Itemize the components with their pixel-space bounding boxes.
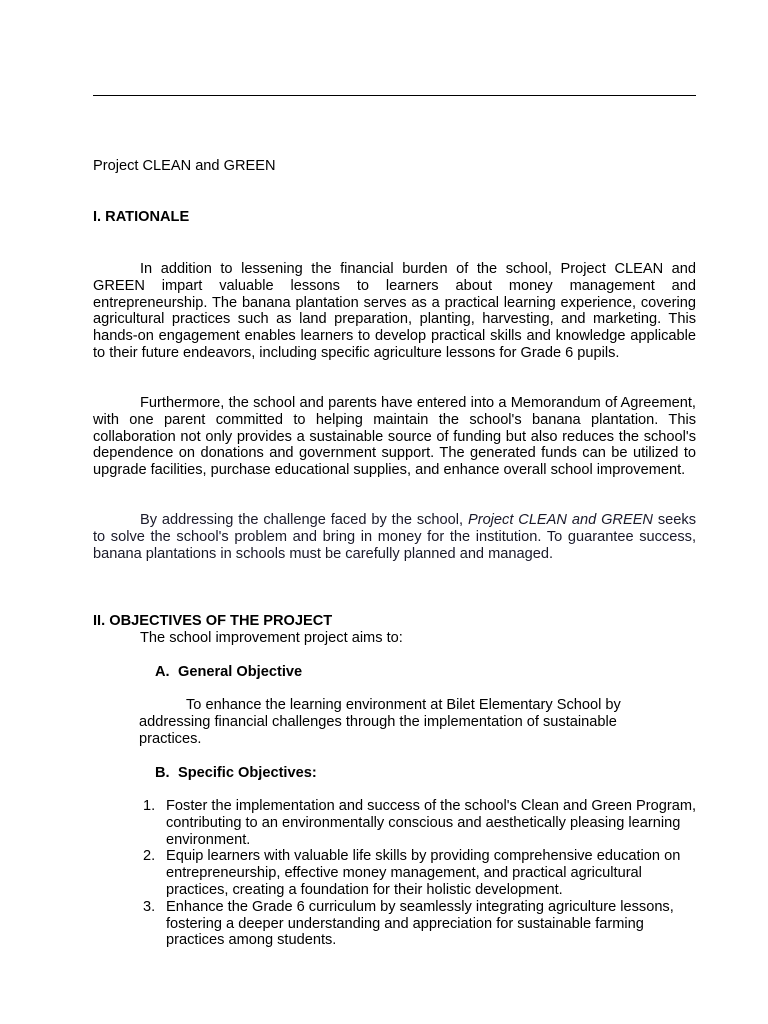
list-item-number: 1. (143, 798, 156, 814)
specific-objectives-letter: B. (155, 765, 170, 781)
rationale-paragraph-2: Furthermore, the school and parents have entered into a Memorandum of Agreement, with one parent committed to helping maintain the school's banana plantation. This collaboration not only provides a sustainable source of funding but also reduces the school's dependence on donations and government support. The generated funds can be utilized to upgrade facilities, purchase educational supplies, and enhance overall school improvement. (93, 395, 696, 479)
general-objective-title: General Objective (178, 664, 303, 680)
general-objective-heading (155, 664, 302, 681)
rationale-paragraph-1: In addition to lessening the financial burden of the school, Project CLEAN and GREEN impart valuable lessons to learners about money management and entrepreneurship. The banana plantation serves as a practical learning experience, covering agricultural practices such as land preparation, planting, harvesting, and marketing. This hands-on engagement enables learners to develop practical skills and knowledge applicable to their future endeavors, including specific agriculture lessons for Grade 6 pupils. (93, 261, 696, 361)
objectives-intro: The school improvement project aims to: (140, 630, 403, 646)
objectives-heading: II. OBJECTIVES OF THE PROJECT (93, 613, 333, 629)
list-item (139, 798, 699, 848)
list-item (139, 848, 699, 898)
list-item-number: 2. (143, 848, 156, 865)
rationale-heading: I. RATIONALE (93, 209, 190, 225)
paragraph-3-lead: By addressing the challenge faced by the school, (140, 512, 468, 528)
specific-objectives-heading (155, 765, 317, 782)
list-item-text: Enhance the Grade 6 curriculum by seamlessly integrating agriculture lessons, fostering a deeper understanding and appreciation for sustainable farming practices among students. (166, 898, 674, 949)
general-objective-letter: A. (155, 664, 170, 680)
list-item-number: 3. (143, 898, 156, 915)
list-item (139, 899, 699, 949)
list-item-text: Equip learners with valuable life skills by providing comprehensive education on entrepreneurship, effective money management, and practical agricultural practices, creating a foundation for their holistic development. (166, 848, 681, 898)
paragraph-3-rest: seeks to solve the school's problem and bring in money for the institution. To guarantee success, banana plantations in schools must be carefully planned and managed. (93, 512, 696, 562)
specific-objectives-title: Specific Objectives: (178, 765, 317, 781)
document-title: Project CLEAN and GREEN (93, 158, 276, 174)
rationale-paragraph-3 (93, 512, 696, 562)
general-objective-text: To enhance the learning environment at Bilet Elementary School by addressing financial challenges through the implementation of sustainable practices. (139, 697, 621, 747)
specific-objectives-list (139, 798, 699, 949)
header-rule (93, 95, 696, 96)
project-name-italic: Project CLEAN and GREEN (467, 512, 653, 528)
list-item-text: Foster the implementation and success of the school's Clean and Green Program, contributing to an environmentally conscious and aesthetically pleasing learning environment. (166, 798, 697, 848)
